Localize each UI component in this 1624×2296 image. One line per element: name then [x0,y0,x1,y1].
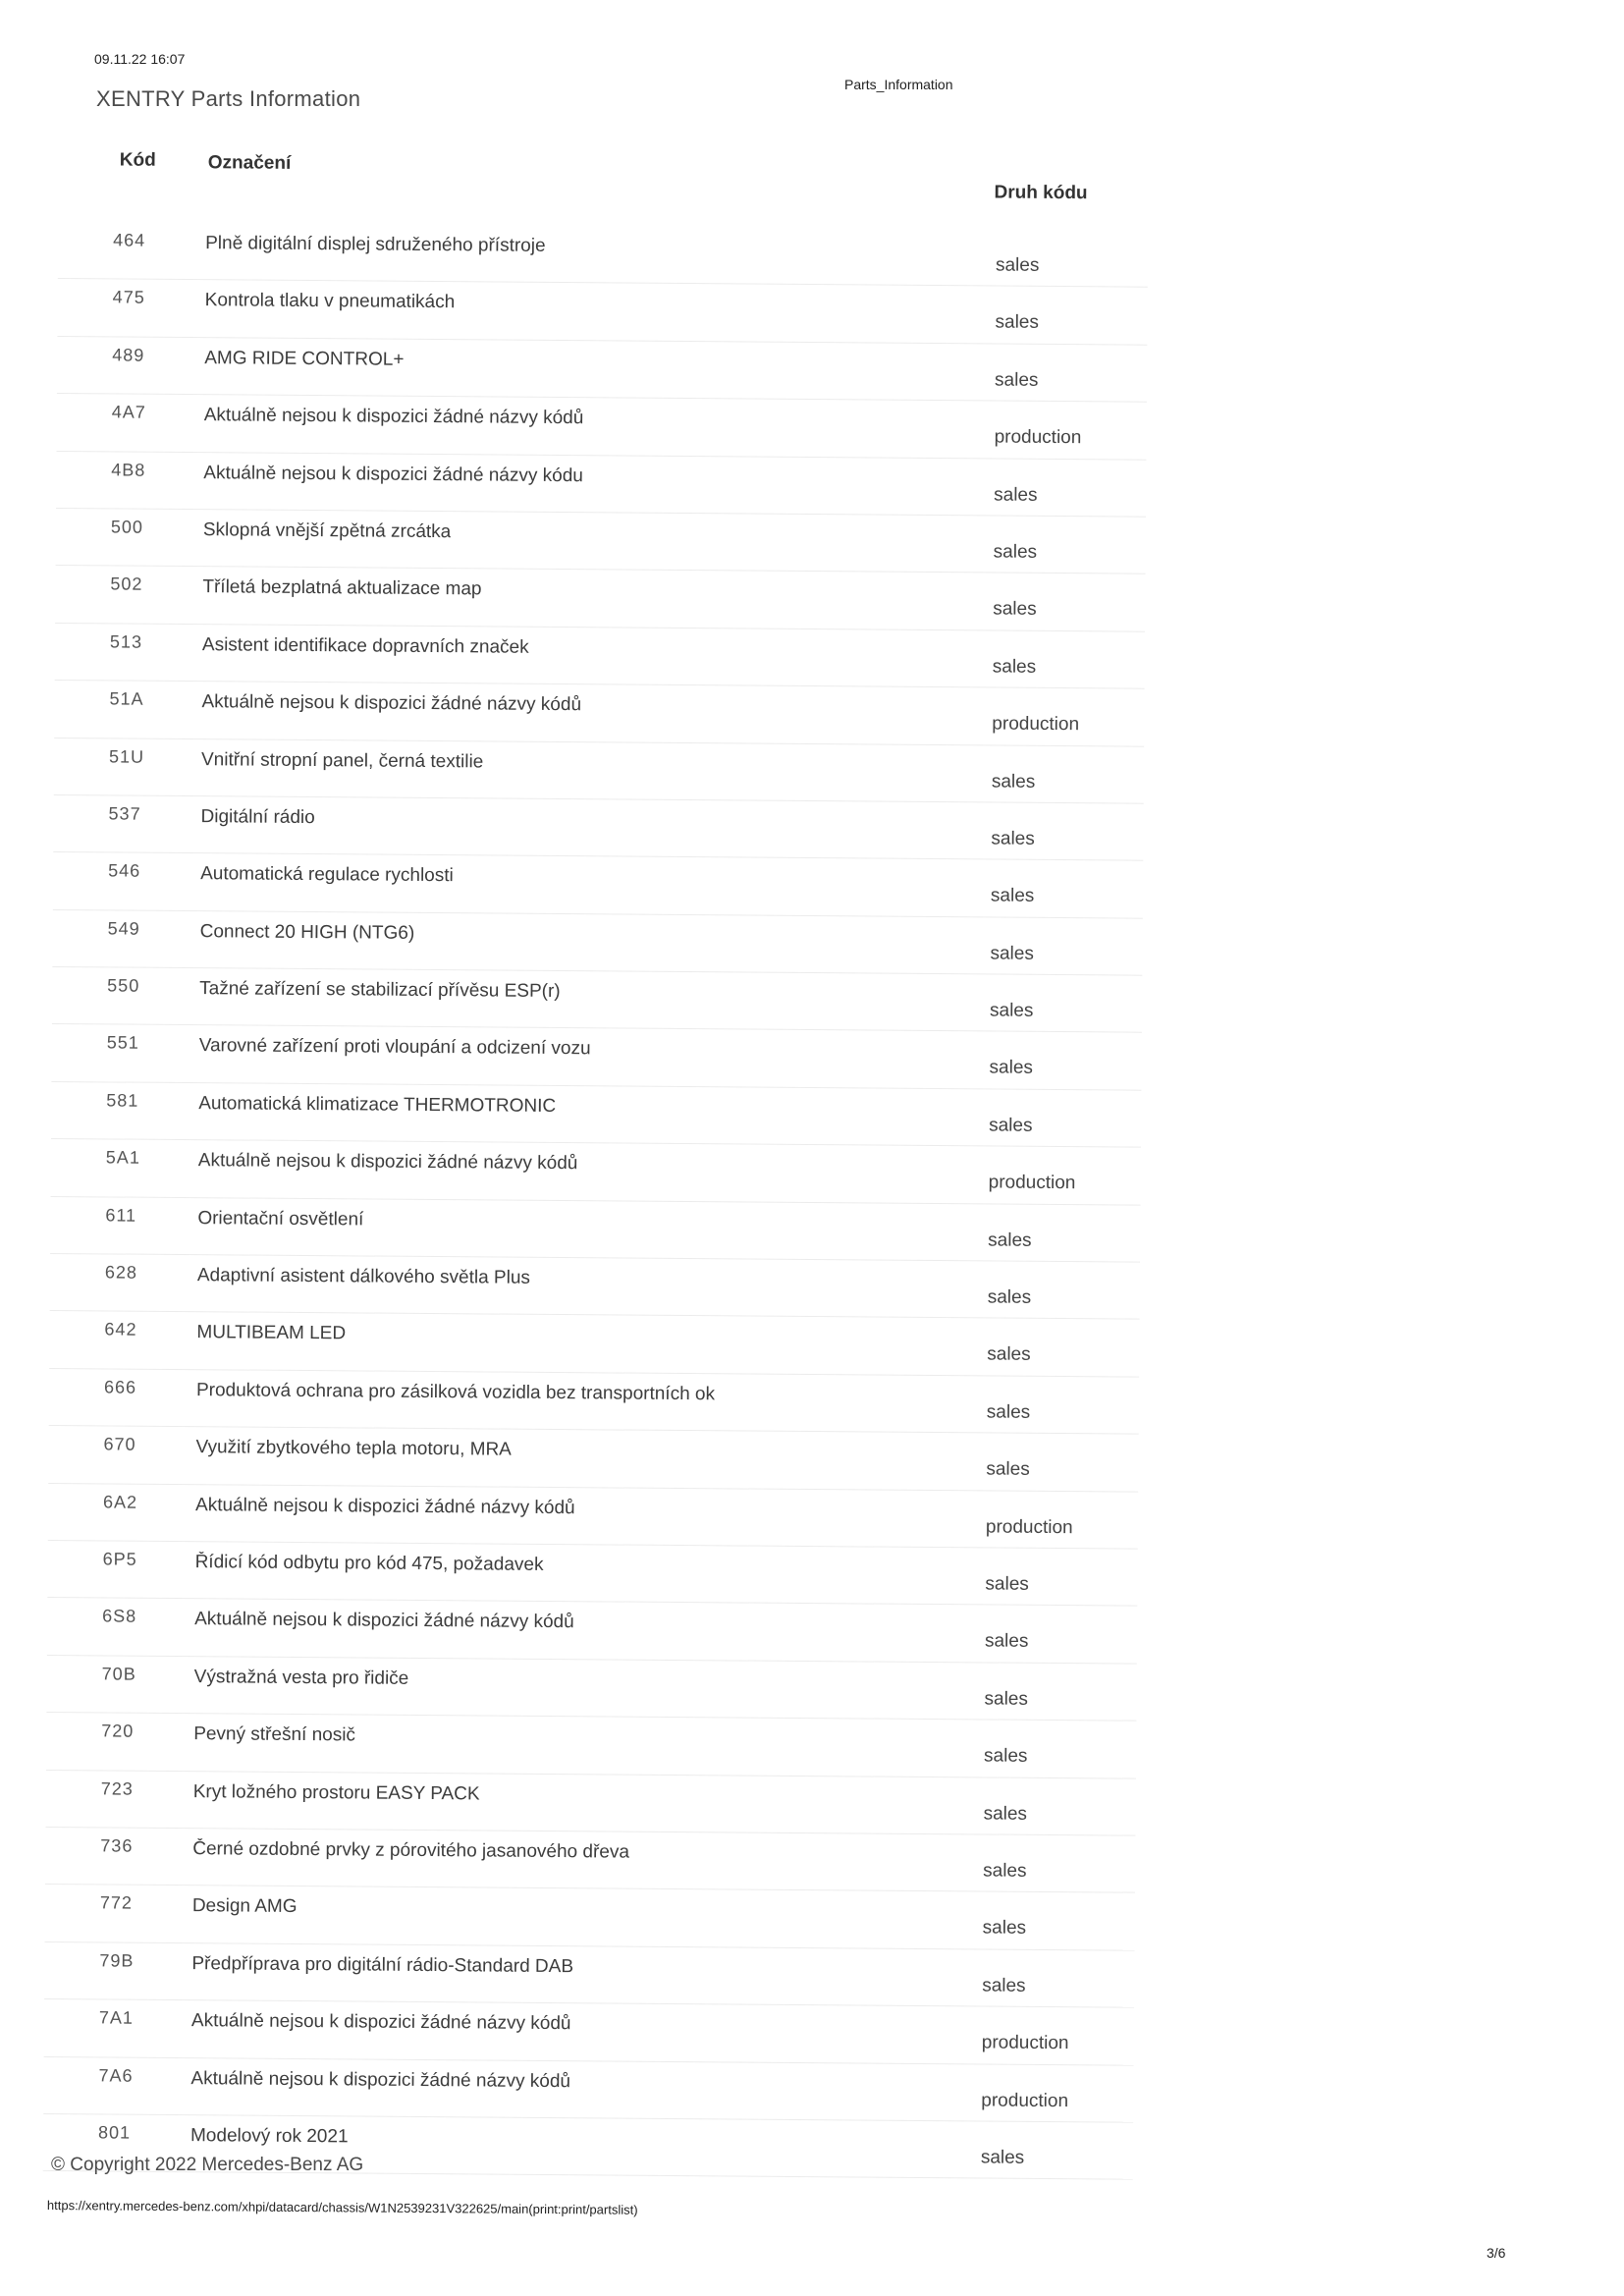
column-header-type: Druh kódu [994,182,1088,204]
code-type-cell: sales [984,1630,1029,1653]
table-row [49,1311,1139,1377]
designation-cell: Výstražná vesta pro řidiče [193,1666,409,1689]
designation-cell: Automatická regulace rychlosti [200,863,454,887]
code-cell: 670 [103,1434,136,1454]
page-number: 3/6 [1487,2245,1506,2261]
table-row [46,1713,1136,1778]
table-row [58,222,1148,288]
code-type-cell: sales [987,1286,1032,1308]
code-type-cell: sales [985,1573,1029,1595]
code-type-cell: sales [988,1230,1032,1251]
table-row [51,1082,1141,1148]
table-row [47,1598,1137,1664]
code-type-cell: sales [993,598,1037,621]
designation-cell: Adaptivní asistent dálkového světla Plus [196,1265,531,1288]
table-row [51,1024,1141,1090]
table-row [45,1828,1135,1893]
table-row [48,1426,1138,1492]
table-row [46,1656,1136,1722]
code-cell: 4A7 [111,402,146,422]
column-header-name: Označení [207,152,292,174]
designation-cell: Využití zbytkového tepla motoru, MRA [195,1437,512,1460]
designation-cell: Aktuálně nejsou k dispozici žádné názvy kódů [190,2067,571,2092]
designation-cell: Automatická klimatizace THERMOTRONIC [198,1093,557,1117]
designation-cell: Produktová ochrana pro zásilková vozidla bez transportních ok [195,1379,716,1405]
table-row [45,1770,1135,1835]
code-cell: 502 [110,574,143,595]
table-row [52,967,1142,1033]
designation-cell: Aktuálně nejsou k dispozici žádné názvy kódů [201,691,582,716]
code-cell: 551 [106,1032,139,1054]
designation-cell: Kontrola tlaku v pneumatikách [204,290,456,313]
code-cell: 464 [113,230,146,250]
code-type-cell: sales [984,1688,1028,1710]
designation-cell: Orientační osvětlení [197,1207,364,1230]
code-cell: 666 [103,1377,137,1397]
table-row [49,1369,1139,1435]
designation-cell: Modelový rok 2021 [189,2125,349,2148]
print-date: 09.11.22 16:07 [94,51,186,67]
table-row [44,1942,1134,2008]
designation-cell: Řídicí kód odbytu pro kód 475, požadavek [194,1552,544,1575]
copyright-notice: © Copyright 2022 Mercedes-Benz AG [51,2155,364,2175]
designation-cell: Aktuálně nejsou k dispozici žádné názvy kódů [197,1150,578,1175]
code-type-cell: production [981,2089,1069,2111]
code-type-cell: sales [984,1745,1028,1767]
code-type-cell: production [985,1516,1073,1538]
code-cell: 611 [105,1205,137,1226]
designation-cell: AMG RIDE CONTROL+ [204,347,405,370]
designation-cell: MULTIBEAM LED [196,1322,347,1344]
table-row [45,1885,1135,1950]
designation-cell: Aktuálně nejsou k dispozici žádné názvy kódů [194,1494,575,1518]
code-cell: 546 [108,860,141,881]
page-url: https://xentry.mercedes-benz.com/xhpi/datacard/chassis/W1N2539231V322625/main(print:print/partslist) [46,2198,638,2217]
code-cell: 6P5 [102,1549,137,1569]
designation-cell: Aktuálně nejsou k dispozici žádné názvy kódu [203,462,583,486]
table-row [50,1197,1140,1263]
code-type-cell: sales [991,828,1035,849]
code-type-cell: sales [982,1975,1026,1996]
column-header-code: Kód [119,149,156,171]
designation-cell: Černé ozdobné prvky z pórovitého jasanového dřeva [192,1838,630,1863]
designation-cell: Tříletá bezplatná aktualizace map [202,576,482,600]
code-type-cell: sales [991,770,1036,793]
code-cell: 537 [108,803,141,824]
table-row [47,1541,1137,1607]
code-cell: 70B [101,1664,136,1684]
designation-cell: Tažné zařízení se stabilizací přívěsu ESP(r) [199,978,561,1003]
code-type-cell: sales [987,1343,1031,1366]
page-label: Parts_Information [844,77,953,92]
designation-cell: Varovné zařízení proti vloupání a odcizení vozu [198,1035,591,1060]
code-type-cell: production [994,426,1082,449]
designation-cell: Aktuálně nejsou k dispozici žádné názvy kódů [194,1609,574,1633]
code-cell: 79B [99,1950,135,1971]
code-type-cell: sales [990,943,1034,964]
table-row [52,910,1142,976]
code-cell: 720 [101,1721,135,1741]
table-row [53,795,1143,861]
code-cell: 489 [112,345,145,365]
code-type-cell: sales [986,1401,1031,1423]
code-cell: 642 [104,1319,137,1340]
code-cell: 7A1 [98,2007,135,2028]
table-row [48,1484,1138,1550]
code-type-cell: sales [989,1000,1034,1021]
code-cell: 581 [106,1090,139,1111]
code-type-cell: sales [986,1458,1030,1481]
table-row [43,2056,1133,2122]
table-row [57,337,1147,403]
table-row [55,566,1145,631]
table-row [51,1139,1141,1205]
code-type-cell: sales [993,541,1038,563]
table-row [54,738,1144,803]
code-cell: 550 [107,975,140,996]
designation-cell: Asistent identifikace dopravních značek [201,633,529,658]
code-cell: 475 [112,287,145,308]
designation-cell: Předpříprava pro digitální rádio-Standard DAB [191,1952,574,1977]
code-type-cell: production [981,2032,1069,2054]
code-type-cell: production [988,1172,1076,1194]
designation-cell: Connect 20 HIGH (NTG6) [199,920,415,944]
code-cell: 772 [99,1892,134,1913]
code-type-cell: sales [980,2147,1025,2168]
code-cell: 723 [100,1777,134,1799]
designation-cell: Plně digitální displej sdruženého přístroje [205,233,546,256]
table-row [50,1254,1140,1320]
table-row [57,279,1147,345]
code-cell: 549 [107,918,140,939]
designation-cell: Aktuálně nejsou k dispozici žádné názvy kódů [203,405,584,429]
code-type-cell: sales [983,1860,1027,1882]
code-type-cell: sales [995,311,1039,334]
code-type-cell: sales [982,1917,1027,1940]
code-cell: 6S8 [102,1606,137,1627]
parts-code-table [43,137,1149,2180]
code-type-cell: sales [989,1115,1033,1136]
code-type-cell: sales [994,484,1038,506]
table-row [56,452,1146,518]
table-row [54,681,1144,746]
code-cell: 6A2 [103,1491,138,1512]
designation-cell: Sklopná vnější zpětná zrcátka [202,519,452,543]
code-type-cell: sales [995,254,1040,276]
code-cell: 801 [97,2122,132,2143]
code-cell: 736 [100,1835,134,1856]
app-title: XENTRY Parts Information [96,86,361,111]
code-type-cell: sales [989,1057,1034,1079]
table-row [53,852,1143,918]
designation-cell: Kryt ložného prostoru EASY PACK [192,1780,480,1804]
designation-cell: Pevný střešní nosič [193,1723,356,1746]
table-row [56,394,1146,460]
code-cell: 7A6 [98,2064,134,2086]
code-cell: 500 [110,517,144,537]
designation-cell: Design AMG [191,1895,298,1918]
table-row [55,624,1145,689]
code-type-cell: sales [995,369,1039,391]
code-cell: 51A [109,688,144,709]
designation-cell: Digitální rádio [200,806,315,828]
code-type-cell: production [992,713,1080,736]
designation-cell: Aktuálně nejsou k dispozici žádné názvy kódů [190,2010,571,2035]
table-body [43,222,1149,2180]
code-cell: 51U [108,745,145,767]
designation-cell: Vnitřní stropní panel, černá textilie [200,748,484,772]
code-cell: 513 [109,631,143,652]
table-row [56,509,1146,574]
code-type-cell: sales [992,656,1037,678]
table-row [44,1999,1134,2065]
code-cell: 4B8 [111,459,146,480]
code-type-cell: sales [983,1802,1028,1825]
table-header [58,137,1149,231]
code-cell: 5A1 [105,1147,140,1168]
code-type-cell: sales [990,885,1035,907]
code-cell: 628 [104,1262,138,1283]
